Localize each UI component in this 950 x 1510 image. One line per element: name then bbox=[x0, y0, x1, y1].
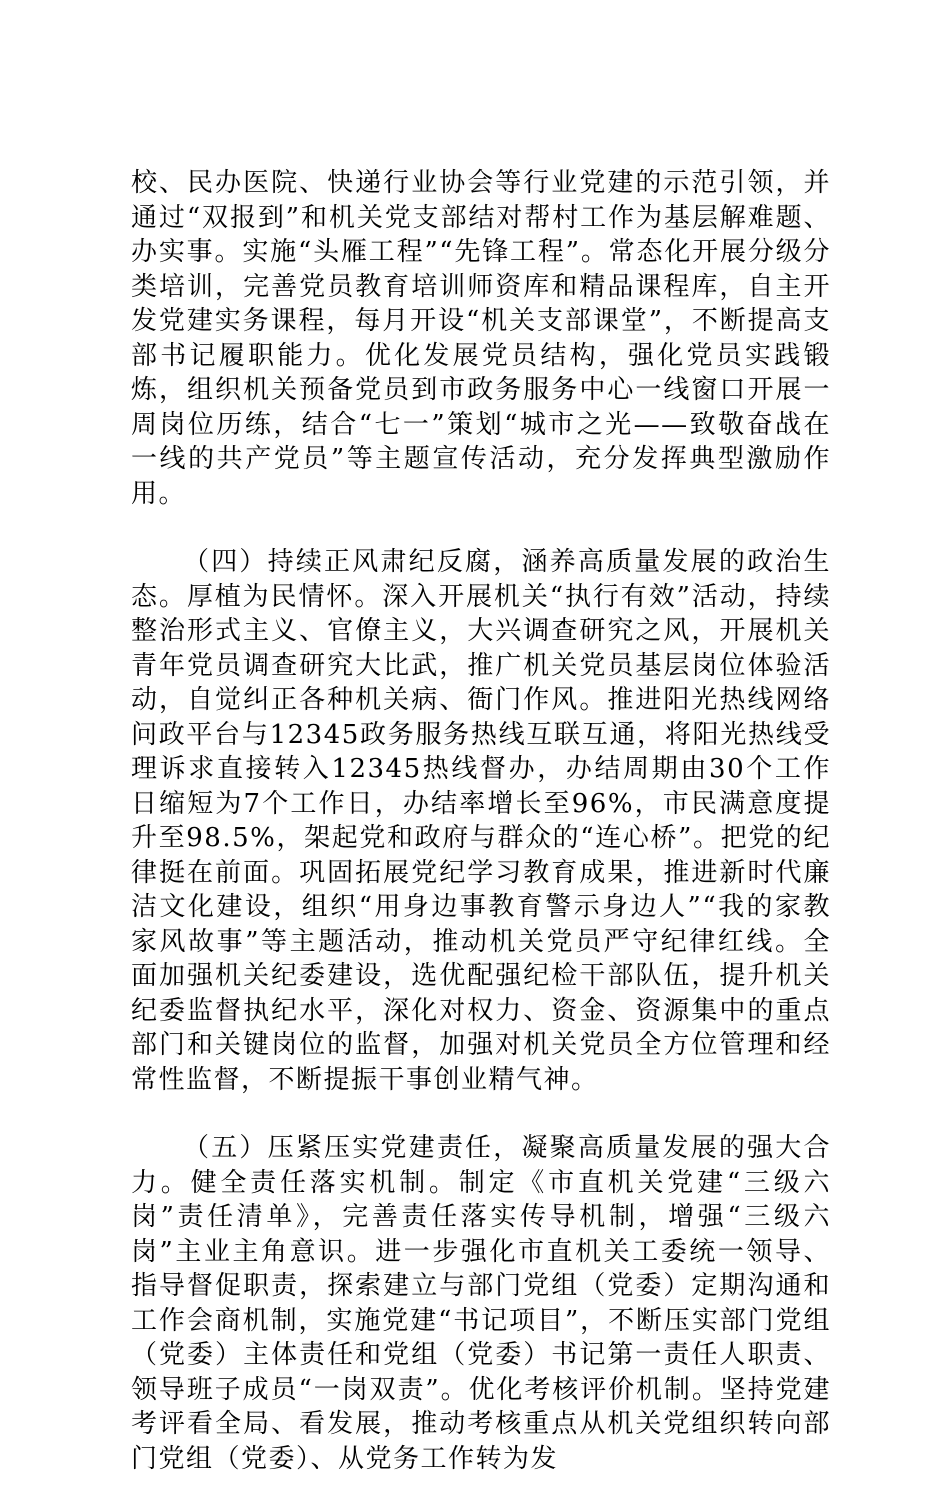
paragraph-continuation: 校、民办医院、快递行业协会等行业党建的示范引领，并通过“双报到”和机关党支部结对帮村工作为基层解难题、办实事。实施“头雁工程”“先锋工程”。常态化开展分级分类培训，完善党员教育培训师资库和精品课程库，自主开发党建实务课程，每月开设“机关支部课堂”，不断提高支部书记履职能力。优化发展党员结构，强化党员实践锻炼，组织机关预备党员到市政务服务中心一线窗口开展一周岗位历练，结合“七一”策划“城市之光——致敬奋战在一线的共产党员”等主题宣传活动，充分发挥典型激励作用。 bbox=[131, 168, 831, 509]
document-body bbox=[131, 166, 831, 1510]
paragraph-section-four: （四）持续正风肃纪反腐，涵养高质量发展的政治生态。厚植为民情怀。深入开展机关“执行有效”活动，持续整治形式主义、官僚主义，大兴调查研究之风，开展机关青年党员调查研究大比武，推广机关党员基层岗位体验活动，自觉纠正各种机关病、衙门作风。推进阳光热线网络问政平台与12345政务服务热线互联互通，将阳光热线受理诉求直接转入12345热线督办，办结周期由30个工作日缩短为7个工作日，办结率增长至96%，市民满意度提升至98.5%，架起党和政府与群众的“连心桥”。把党的纪律挺在前面。巩固拓展党纪学习教育成果，推进新时代廉洁文化建设，组织“用身边事教育警示身边人”“我的家教家风故事”等主题活动，推动机关党员严守纪律红线。全面加强机关纪委建设，选优配强纪检干部队伍，提升机关纪委监督执纪水平，深化对权力、资金、资源集中的重点部门和关键岗位的监督，加强对机关党员全方位管理和经常性监督，不断提振干事创业精气神。 bbox=[131, 547, 831, 1095]
paragraph-section-five: （五）压紧压实党建责任，凝聚高质量发展的强大合力。健全责任落实机制。制定《市直机关党建“三级六岗”责任清单》，完善责任落实传导机制，增强“三级六岗”主业主角意识。进一步强化市直机关工委统一领导、指导督促职责，探索建立与部门党组（党委）定期沟通和工作会商机制，实施党建“书记项目”，不断压实部门党组（党委）主体责任和党组（党委）书记第一责任人职责、领导班子成员“一岗双责”。优化考核评价机制。坚持党建考评看全局、看发展，推动考核重点从机关党组织转向部门党组（党委）、从党务工作转为发 bbox=[131, 1133, 831, 1474]
